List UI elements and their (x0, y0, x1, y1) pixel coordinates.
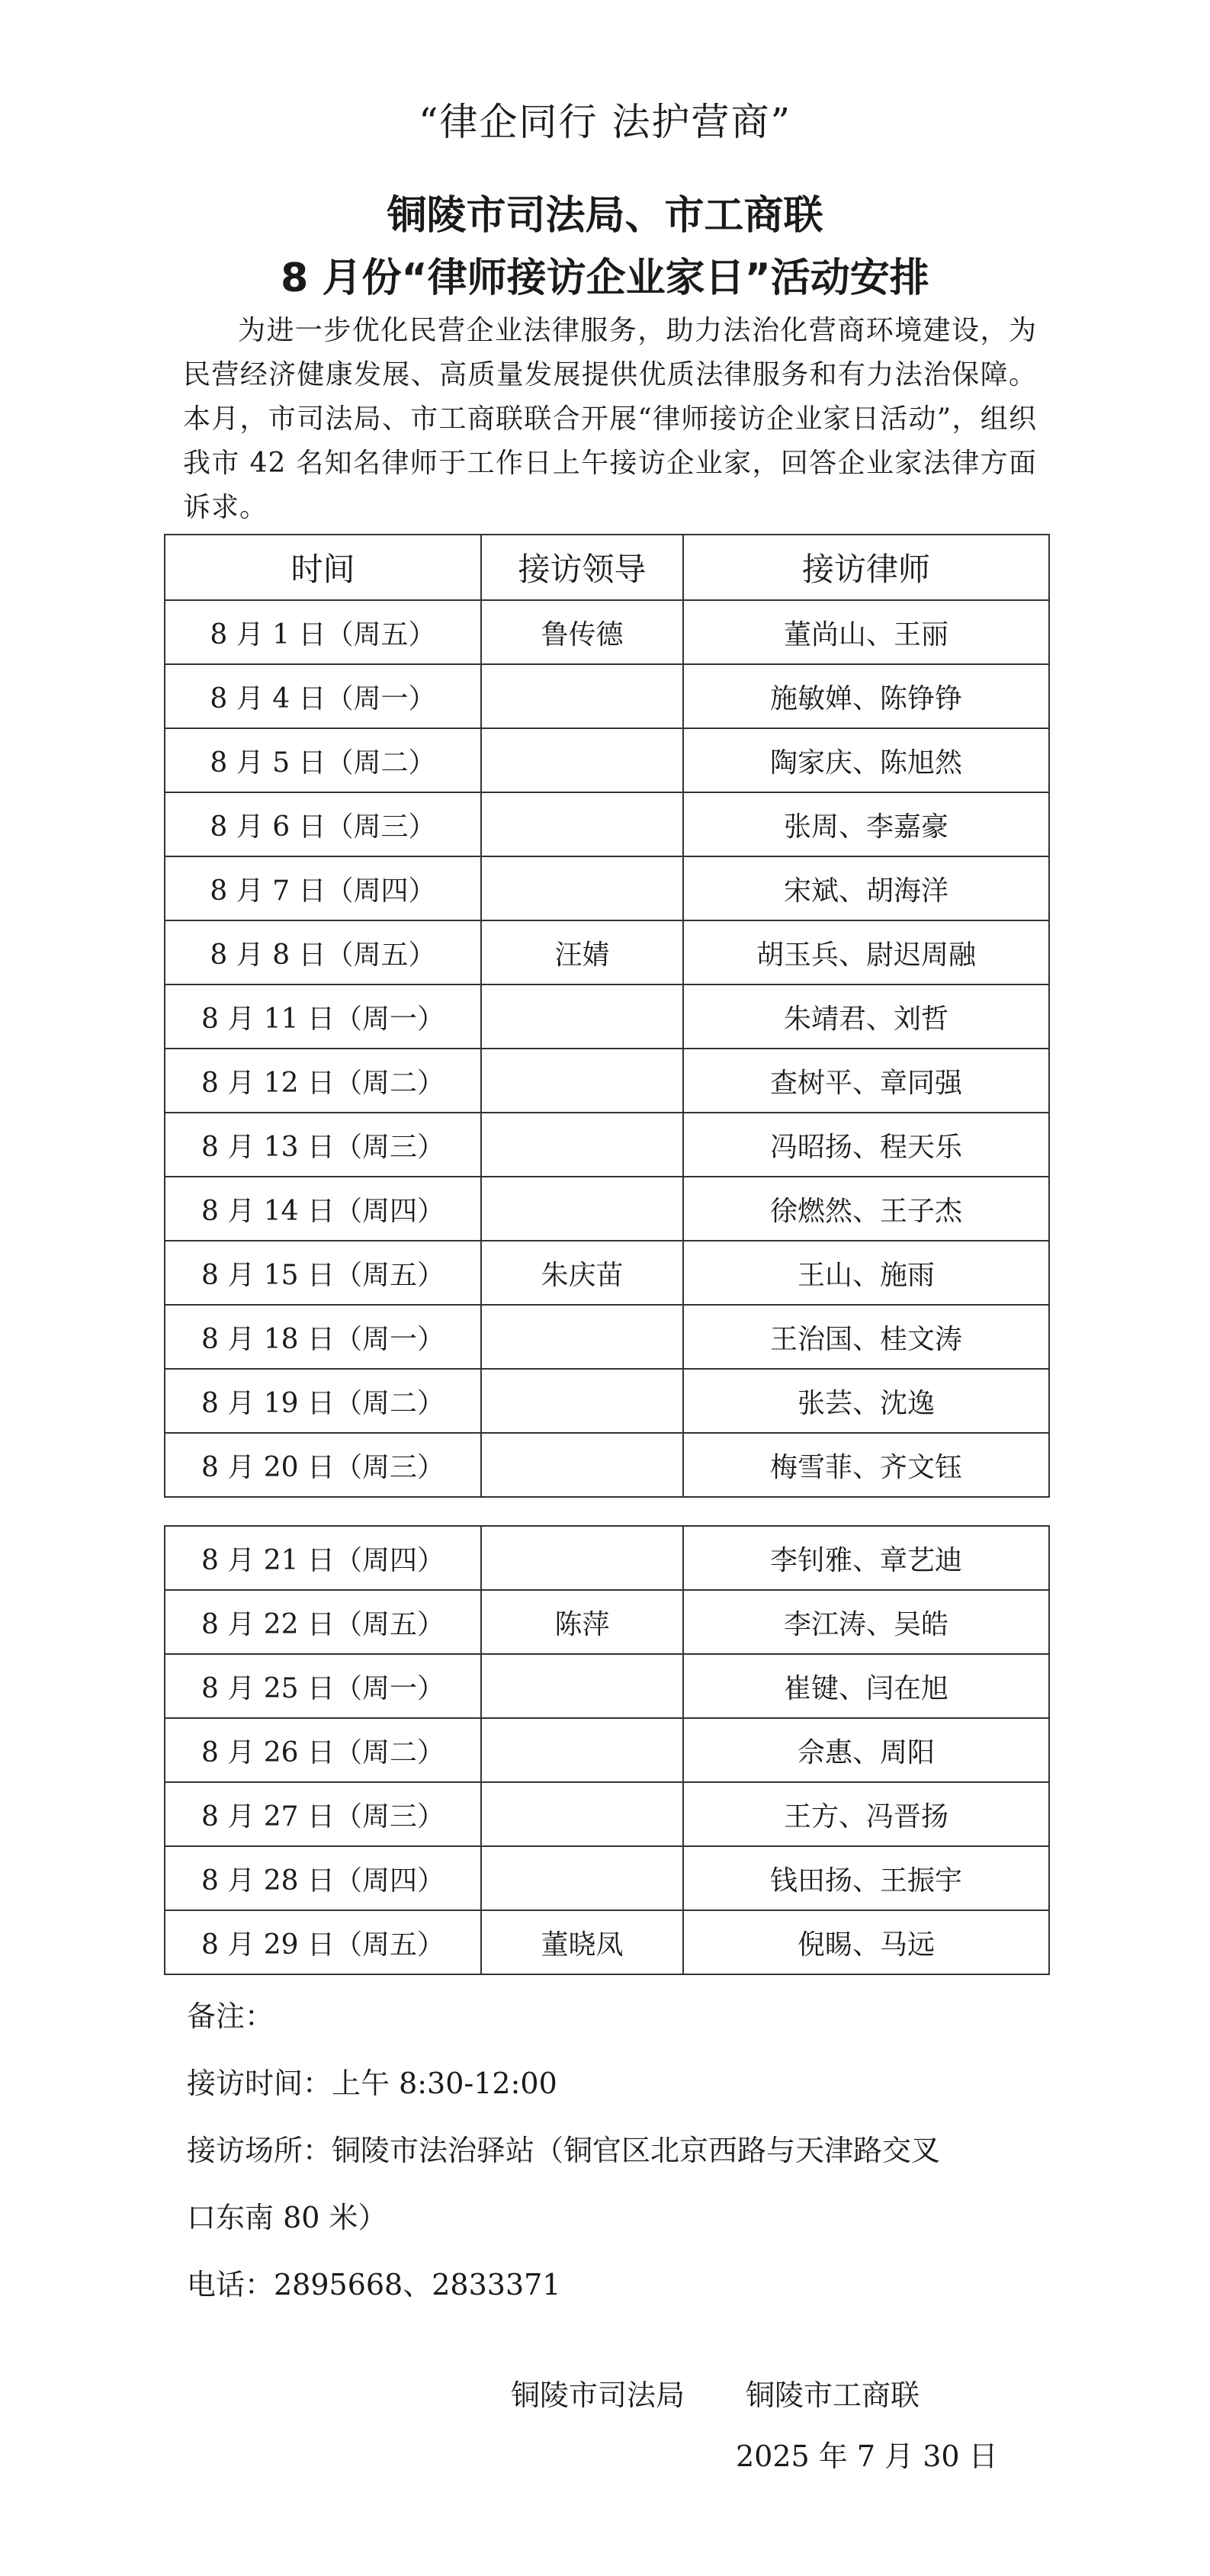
reception-place-line2: 口东南 80 米） (187, 2201, 387, 2234)
cell-lawyers: 崔键、闫在旭 (683, 1654, 1049, 1718)
cell-lawyers: 佘惠、周阳 (683, 1718, 1049, 1782)
table-header-row (165, 535, 1049, 600)
cell-lawyers: 张周、李嘉豪 (683, 792, 1049, 856)
cell-date: 8 月 29 日（周五） (165, 1910, 481, 1974)
table-row (165, 920, 1049, 984)
cell-date: 8 月 20 日（周三） (165, 1433, 481, 1497)
table-row (165, 856, 1049, 920)
document-title-line2: 8 月份“律师接访企业家日”活动安排 (281, 255, 929, 301)
table-row (165, 1113, 1049, 1177)
cell-lawyers: 王治国、桂文涛 (683, 1305, 1049, 1369)
cell-lawyers: 朱靖君、刘哲 (683, 984, 1049, 1049)
notes-heading: 备注： (187, 1999, 274, 2033)
cell-lawyers: 王山、施雨 (683, 1241, 1049, 1305)
cell-leader (481, 1177, 683, 1241)
table-row (165, 984, 1049, 1049)
cell-lawyers: 梅雪菲、齐文钰 (683, 1433, 1049, 1497)
cell-lawyers: 宋斌、胡海洋 (683, 856, 1049, 920)
table-row (165, 792, 1049, 856)
table-row (165, 1846, 1049, 1910)
cell-leader (481, 728, 683, 792)
cell-date: 8 月 28 日（周四） (165, 1846, 481, 1910)
cell-lawyers: 倪睗、马远 (683, 1910, 1049, 1974)
cell-date: 8 月 18 日（周一） (165, 1305, 481, 1369)
cell-lawyers: 查树平、章同强 (683, 1049, 1049, 1113)
cell-leader (481, 1113, 683, 1177)
table-row (165, 1369, 1049, 1433)
cell-lawyers: 王方、冯晋扬 (683, 1782, 1049, 1846)
cell-date: 8 月 7 日（周四） (165, 856, 481, 920)
cell-lawyers: 陶家庆、陈旭然 (683, 728, 1049, 792)
cell-leader (481, 1718, 683, 1782)
cell-date: 8 月 1 日（周五） (165, 600, 481, 664)
reception-place-line1: 接访场所：铜陵市法治驿站（铜官区北京西路与天津路交叉 (187, 2134, 941, 2167)
cell-leader: 董晓凤 (481, 1910, 683, 1974)
cell-date: 8 月 14 日（周四） (165, 1177, 481, 1241)
cell-date: 8 月 22 日（周五） (165, 1590, 481, 1654)
table-row (165, 1526, 1049, 1590)
cell-date: 8 月 25 日（周一） (165, 1654, 481, 1718)
cell-leader: 鲁传德 (481, 600, 683, 664)
table-row (165, 664, 1049, 728)
cell-lawyers: 胡玉兵、尉迟周融 (683, 920, 1049, 984)
cell-leader: 朱庆苗 (481, 1241, 683, 1305)
cell-date: 8 月 26 日（周二） (165, 1718, 481, 1782)
header-time: 时间 (165, 535, 481, 600)
table-row (165, 1782, 1049, 1846)
cell-date: 8 月 11 日（周一） (165, 984, 481, 1049)
cell-leader (481, 1526, 683, 1590)
schedule-table-part1 (164, 534, 1050, 1498)
cell-leader (481, 1846, 683, 1910)
header-lawyers: 接访律师 (683, 535, 1049, 600)
header-leader: 接访领导 (481, 535, 683, 600)
schedule-table-part2 (164, 1525, 1050, 1975)
cell-date: 8 月 21 日（周四） (165, 1526, 481, 1590)
cell-lawyers: 施敏婵、陈铮铮 (683, 664, 1049, 728)
cell-leader (481, 984, 683, 1049)
slogan: “律企同行 法护营商” (418, 100, 792, 144)
reception-time: 接访时间：上午 8:30-12:00 (187, 2067, 557, 2100)
cell-lawyers: 李钊雅、章艺迪 (683, 1526, 1049, 1590)
table-row (165, 1049, 1049, 1113)
table-row (165, 1910, 1049, 1974)
cell-lawyers: 钱田扬、王振宇 (683, 1846, 1049, 1910)
cell-date: 8 月 6 日（周三） (165, 792, 481, 856)
cell-leader: 汪婧 (481, 920, 683, 984)
cell-date: 8 月 15 日（周五） (165, 1241, 481, 1305)
cell-leader (481, 1433, 683, 1497)
cell-leader (481, 1369, 683, 1433)
cell-date: 8 月 4 日（周一） (165, 664, 481, 728)
cell-date: 8 月 12 日（周二） (165, 1049, 481, 1113)
signature-date: 2025 年 7 月 30 日 (736, 2439, 998, 2473)
cell-lawyers: 董尚山、王丽 (683, 600, 1049, 664)
cell-leader (481, 664, 683, 728)
table-row (165, 1718, 1049, 1782)
table-row (165, 1590, 1049, 1654)
cell-leader (481, 1049, 683, 1113)
cell-leader: 陈萍 (481, 1590, 683, 1654)
table-row (165, 600, 1049, 664)
cell-date: 8 月 13 日（周三） (165, 1113, 481, 1177)
table-row (165, 1177, 1049, 1241)
cell-leader (481, 1782, 683, 1846)
cell-leader (481, 1305, 683, 1369)
cell-date: 8 月 8 日（周五） (165, 920, 481, 984)
cell-leader (481, 1654, 683, 1718)
table-row (165, 1305, 1049, 1369)
signature-org-justice-bureau: 铜陵市司法局 (511, 2378, 685, 2412)
table-row (165, 1433, 1049, 1497)
cell-lawyers: 李江涛、吴皓 (683, 1590, 1049, 1654)
cell-lawyers: 张芸、沈逸 (683, 1369, 1049, 1433)
notes-section (187, 1983, 1048, 2318)
intro-paragraph: 为进一步优化民营企业法律服务，助力法治化营商环境建设，为民营经济健康发展、高质量发展提供优质法律服务和有力法治保障。本月，市司法局、市工商联联合开展“律师接访企业家日活动”，组织我市 42 名知名律师于工作日上午接访企业家，回答企业家法律方面诉求。 (183, 315, 1037, 523)
signature-organizations (511, 2372, 920, 2414)
cell-leader (481, 856, 683, 920)
cell-leader (481, 792, 683, 856)
table-row (165, 1241, 1049, 1305)
table-row (165, 1654, 1049, 1718)
signature-org-federation: 铜陵市工商联 (746, 2378, 920, 2412)
contact-phone: 电话：2895668、2833371 (187, 2268, 561, 2301)
cell-date: 8 月 19 日（周二） (165, 1369, 481, 1433)
cell-lawyers: 冯昭扬、程天乐 (683, 1113, 1049, 1177)
cell-date: 8 月 27 日（周三） (165, 1782, 481, 1846)
cell-lawyers: 徐燃然、王子杰 (683, 1177, 1049, 1241)
cell-date: 8 月 5 日（周二） (165, 728, 481, 792)
table-row (165, 728, 1049, 792)
document-title-line1: 铜陵市司法局、市工商联 (387, 193, 823, 239)
